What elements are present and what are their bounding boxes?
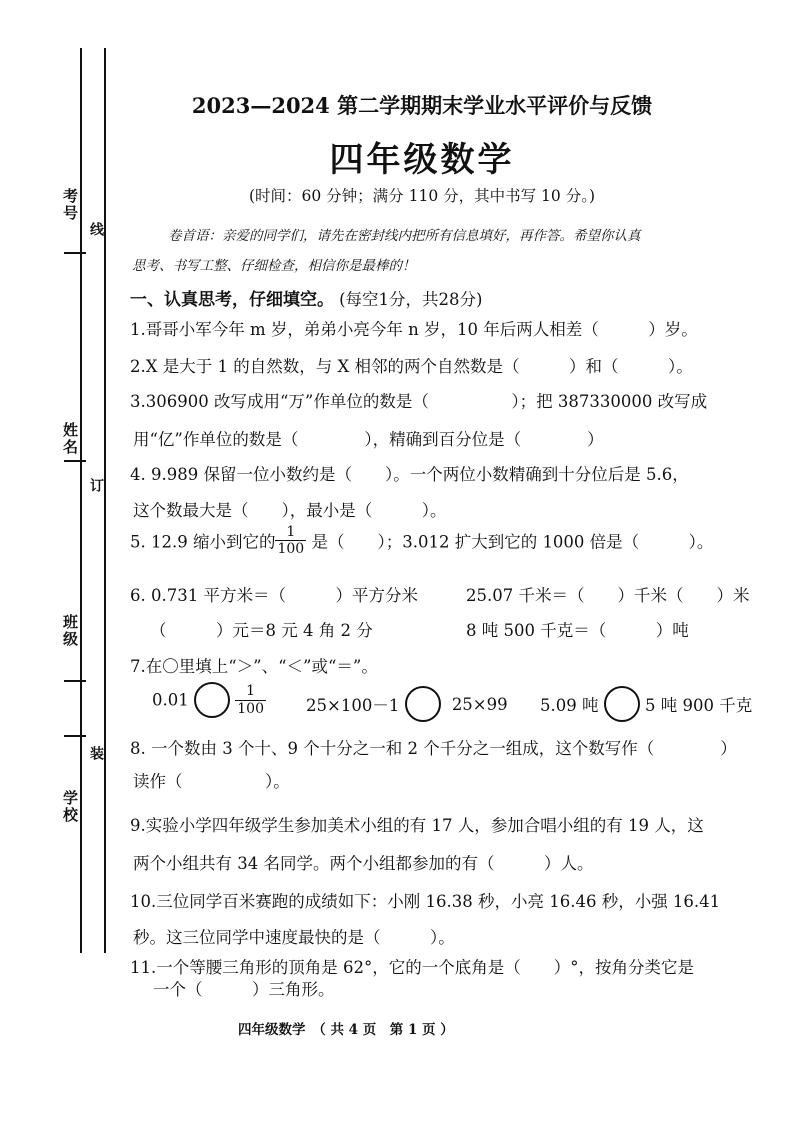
binding-mark-bind: 订 <box>88 478 104 492</box>
question-5-fraction <box>275 524 306 557</box>
section-1-heading <box>130 285 482 310</box>
question-10-line-1: 10.三位同学百米赛跑的成绩如下：小刚 16.38 秒，小亮 16.46 秒，小强 16.41 <box>130 892 721 911</box>
question-6-line-1-right: 25.07 千米＝（ ）千米（ ）米 <box>466 586 750 605</box>
question-10-line-2: 秒。这三位同学中速度最快的是（ ）。 <box>133 928 455 947</box>
fraction-numerator: 1 <box>235 683 266 700</box>
class-underline-2 <box>64 735 86 737</box>
compare-circle-2[interactable] <box>405 686 441 722</box>
question-7-compare-2 <box>306 686 508 722</box>
page-footer: 四年级数学 （ 共 4 页 第 1 页 ） <box>238 1022 454 1038</box>
section-1-title: 一、认真思考，仔细填空。 <box>130 290 334 310</box>
question-11-line-2: 一个（ ）三角形。 <box>153 980 335 999</box>
compare-1-fraction <box>235 683 266 716</box>
class-label: 班级 <box>61 614 79 648</box>
question-5 <box>130 524 713 557</box>
question-4-line-1: 4. 9.989 保留一位小数约是（ ）。一个两位小数精确到十分位后是 5.6， <box>130 465 689 484</box>
preface-line-1: 卷首语：亲爱的同学们，请先在密封线内把所有信息填好，再作答。希望你认真 <box>168 228 641 244</box>
fraction-denominator: 100 <box>237 700 264 717</box>
fraction-denominator: 100 <box>277 541 305 558</box>
question-8-line-1: 8. 一个数由 3 个十、9 个十分之一和 2 个千分之一组成，这个数写作（ ） <box>130 739 737 758</box>
question-4-line-2: 这个数最大是（ ），最小是（ ）。 <box>133 501 447 520</box>
question-3-line-2: 用“亿”作单位的数是（ ），精确到百分位是（ ） <box>133 430 604 449</box>
compare-3-left: 5.09 吨 <box>540 696 599 715</box>
question-8-line-2: 读作（ ）。 <box>133 772 290 791</box>
name-underline <box>64 460 86 462</box>
question-6-line-2-left: （ ）元＝8 元 4 角 2 分 <box>150 621 373 640</box>
exam-number-label: 考号 <box>61 188 79 222</box>
question-6-line-1-left: 6. 0.731 平方米＝（ ）平方分米 <box>130 586 418 605</box>
question-5-suffix: 是（ ）；3.012 扩大到它的 1000 倍是（ ）。 <box>306 532 714 552</box>
question-3-line-1: 3.306900 改写成用“万”作单位的数是（ ）；把 387330000 改写成 <box>130 392 708 411</box>
question-2: 2.X 是大于 1 的自然数，与 X 相邻的两个自然数是（ ）和（ ）。 <box>130 357 693 376</box>
subject-title: 四年级数学 <box>329 140 515 180</box>
preface-line-2: 思考、书写工整、仔细检查，相信你是最棒的！ <box>132 258 416 274</box>
compare-1-left: 0.01 <box>152 690 189 710</box>
exam-number-underline <box>64 252 86 254</box>
question-1: 1.哥哥小军今年 m 岁，弟弟小亮今年 n 岁，10 年后两人相差（ ）岁。 <box>130 320 698 339</box>
name-label: 姓名 <box>61 422 79 456</box>
section-1-note: (每空1分，共28分) <box>339 290 483 309</box>
question-7-compare-3 <box>540 686 752 722</box>
compare-circle-3[interactable] <box>604 686 640 722</box>
question-7-compare-1 <box>152 682 266 718</box>
question-9-line-2: 两个小组共有 34 名同学。两个小组都参加的有（ ）人。 <box>133 854 594 873</box>
compare-circle-1[interactable] <box>194 682 230 718</box>
compare-2-right: 25×99 <box>451 694 508 714</box>
fraction-numerator: 1 <box>275 524 306 541</box>
school-label: 学校 <box>61 790 79 824</box>
binding-mark-line: 线 <box>88 222 104 236</box>
question-6-line-2-right: 8 吨 500 千克＝（ ）吨 <box>466 621 689 640</box>
compare-3-right: 5 吨 900 千克 <box>644 696 753 715</box>
class-underline <box>64 680 86 682</box>
exam-title: 2023—2024 第二学期期末学业水平评价与反馈 <box>191 93 653 118</box>
compare-2-left: 25×100－1 <box>306 696 400 715</box>
binding-mark-pack: 装 <box>88 746 104 760</box>
question-11-line-1: 11.一个等腰三角形的顶角是 62°，它的一个底角是（ ）°，按角分类它是 <box>130 958 694 977</box>
question-7: 7.在〇里填上“＞”、“＜”或“＝”。 <box>130 657 378 676</box>
question-5-prefix: 5. 12.9 缩小到它的 <box>130 532 276 552</box>
exam-info: (时间：60 分钟；满分 110 分，其中书写 10 分。) <box>248 187 595 205</box>
question-9-line-1: 9.实验小学四年级学生参加美术小组的有 17 人，参加合唱小组的有 19 人，这 <box>130 816 704 835</box>
